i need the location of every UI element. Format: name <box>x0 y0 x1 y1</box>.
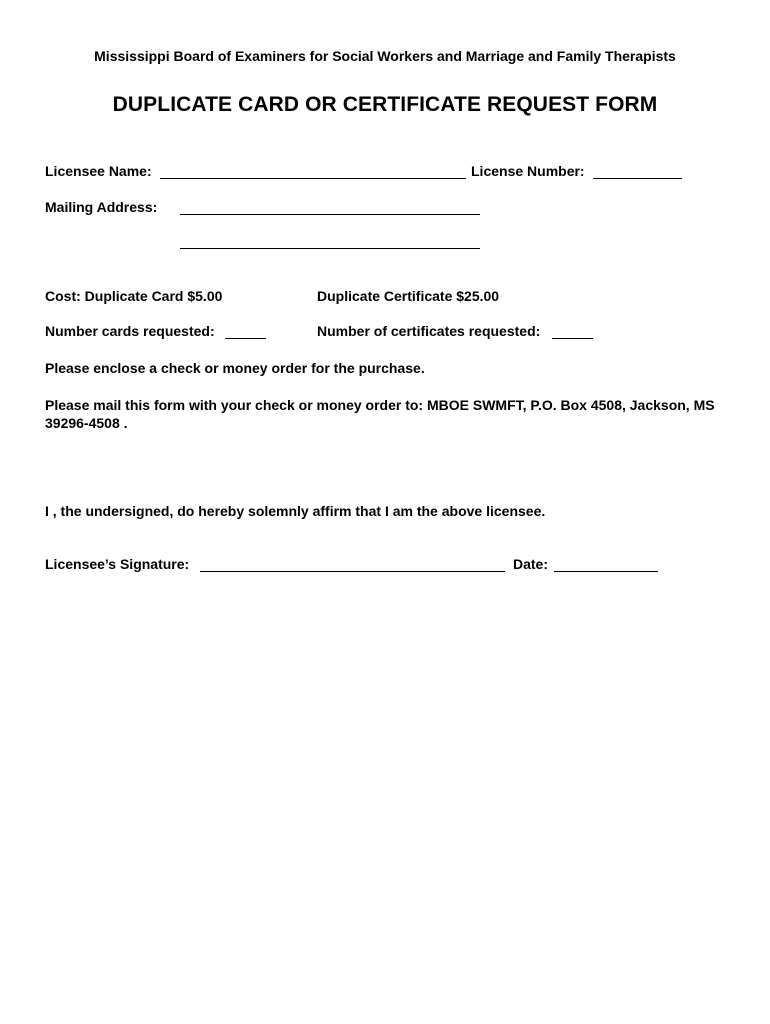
certificate-cost: Duplicate Certificate $25.00 <box>317 288 500 304</box>
mailing-address-line-2[interactable] <box>180 248 480 249</box>
organization-name: Mississippi Board of Examiners for Social Workers and Marriage and Family Therapists <box>94 48 676 64</box>
license-number-label: License Number: <box>471 163 585 179</box>
certificates-requested-label: Number of certificates requested: <box>317 323 541 339</box>
signature-label: Licensee’s Signature: <box>45 556 190 572</box>
mailing-instruction: Please mail this form with your check or money order to: MBOE SWMFT, P.O. Box 4508, Jackson, MS 39296-4508 . <box>45 397 715 431</box>
date-line[interactable] <box>554 571 658 572</box>
mailing-address-label: Mailing Address: <box>45 199 158 215</box>
certificates-requested-line[interactable] <box>552 338 593 339</box>
enclose-payment-instruction: Please enclose a check or money order for the purchase. <box>45 360 425 376</box>
date-label: Date: <box>513 556 549 572</box>
affirmation-statement: I , the undersigned, do hereby solemnly affirm that I am the above licensee. <box>45 503 546 519</box>
licensee-name-line[interactable] <box>160 178 466 179</box>
cards-requested-line[interactable] <box>225 338 266 339</box>
mailing-address-line-1[interactable] <box>180 214 480 215</box>
card-cost: Cost: Duplicate Card $5.00 <box>45 288 223 304</box>
license-number-line[interactable] <box>593 178 682 179</box>
signature-line[interactable] <box>200 571 505 572</box>
cards-requested-label: Number cards requested: <box>45 323 215 339</box>
form-title: DUPLICATE CARD OR CERTIFICATE REQUEST FORM <box>112 93 658 116</box>
licensee-name-label: Licensee Name: <box>45 163 152 179</box>
